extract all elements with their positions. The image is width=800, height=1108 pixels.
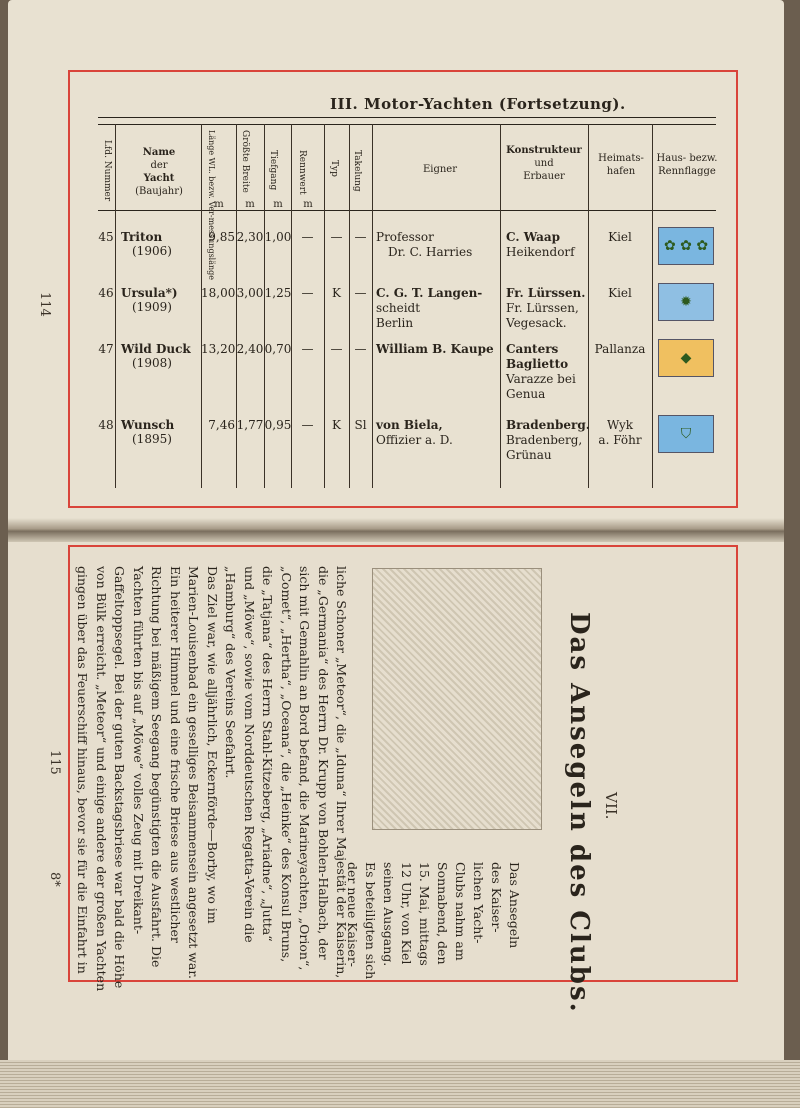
cell-tiefgang: 1,00 <box>264 230 292 244</box>
header-name-line: der <box>150 160 168 171</box>
header-eigner: Eigner <box>422 164 458 175</box>
col-divider <box>324 124 325 488</box>
cell-konstrukteur: Grünau <box>506 448 552 462</box>
header-top-rule <box>98 124 716 125</box>
cell-takelung: — <box>354 286 367 300</box>
text-line: die „Tatjana“ des Herrn Stahl-Kitzeberg, „Ariadne“, „Jutta“ <box>260 566 275 942</box>
cell-eigner: C. G. T. Langen- <box>376 286 483 300</box>
col-divider <box>115 124 116 488</box>
cell-year: (1908) <box>132 356 172 370</box>
text-line: Clubs nahm am <box>453 862 468 961</box>
header-typ: Typ <box>329 160 339 177</box>
text-line: Das Ansegeln <box>507 862 522 949</box>
text-line: der neue Kaiser- <box>345 862 360 968</box>
cell-konstrukteur: Bradenberg. <box>506 418 590 432</box>
cell-takelung: — <box>354 342 367 356</box>
header-konstrukteur <box>502 144 586 183</box>
cell-eigner: Offizier a. D. <box>376 433 453 447</box>
cell-year: (1909) <box>132 300 172 314</box>
chapter-number: VII. <box>602 792 620 820</box>
cell-typ: K <box>332 286 341 300</box>
cell-eigner: Dr. C. Harries <box>388 245 473 259</box>
cell-typ: K <box>332 418 341 432</box>
cell-nr: 46 <box>98 286 114 300</box>
col-divider <box>372 124 373 488</box>
cell-breite: 3,00 <box>236 286 264 300</box>
cell-breite: 1,77 <box>236 418 264 432</box>
cell-tiefgang: 0,95 <box>264 418 292 432</box>
cell-takelung: Sl <box>354 418 367 432</box>
cell-name: Wild Duck <box>121 342 191 356</box>
text-line: Yachten führten bis auf „Möwe“ volles Zeug mit Dreikant- <box>130 566 146 935</box>
cell-hafen: a. Föhr <box>598 433 642 447</box>
cell-hafen: Pallanza <box>594 342 646 356</box>
cell-rennwert: — <box>301 418 314 432</box>
header-laenge: Länge WL. bezw. Ver-messungslänge <box>207 130 216 281</box>
col-divider <box>500 124 501 488</box>
header-konstrukteur-line: und <box>534 158 554 169</box>
book-spine <box>8 518 784 542</box>
cell-konstrukteur: C. Waap <box>506 230 561 244</box>
col-divider <box>652 124 653 488</box>
text-line: Das Ziel war, wie alljährlich, Eckernförde—Borby, wo im <box>204 566 220 924</box>
header-flagge <box>654 152 720 178</box>
text-line: von Bülk erreicht. „Meteor“ und einige andere der großen Yachten <box>93 566 109 992</box>
cell-tiefgang: 0,70 <box>264 342 292 356</box>
cell-typ: — <box>330 342 343 356</box>
text-line: gingen über das Feuerschiff hinaus, bevor sie für die Einfahrt in <box>75 566 90 974</box>
text-line: die „Germania“ des Herrn Dr. Krupp von Bohlen-Halbach, der <box>315 566 331 960</box>
text-line: 15. Mai, mittags <box>417 862 432 966</box>
page-edges <box>0 1060 800 1108</box>
cell-rennwert: — <box>301 286 314 300</box>
text-line: Sonnabend, den <box>435 862 450 965</box>
col-divider <box>236 124 237 488</box>
cell-takelung: — <box>354 230 367 244</box>
text-line: „Comet“, „Hertha“, „Oceana“, die „Heinke“ des Konsul Bruns, <box>278 566 294 963</box>
cell-laenge: 9,85 <box>208 230 235 244</box>
text-line: Gaffeltoppsegel. Bei der guten Backstagsbriese war bald die Höhe <box>112 566 127 989</box>
text-line: 12 Uhr, von Kiel <box>399 862 414 965</box>
header-breite: Größte Breite <box>240 130 250 193</box>
cell-eigner: Berlin <box>376 316 414 330</box>
text-line: Marien-Louisenbad ein geselliges Beisammensein angesetzt war. <box>186 566 201 979</box>
header-name-line: (Baujahr) <box>135 186 183 197</box>
cell-year: (1906) <box>132 244 172 258</box>
text-line: „Hamburg“ des Vereins Seefahrt. <box>223 566 238 779</box>
header-konstrukteur-line: Konstrukteur <box>506 145 582 156</box>
page-number-top: 114 <box>37 292 52 317</box>
col-divider <box>349 124 350 488</box>
text-line: liche Schoner „Meteor“, die „Iduna“ Ihrer Majestät der Kaiserin, <box>334 566 349 979</box>
house-flag: ✹ <box>658 283 714 321</box>
cell-breite: 2,30 <box>236 230 264 244</box>
text-line: des Kaiser- <box>489 862 504 933</box>
table-title: III. Motor-Yachten (Fortsetzung). <box>330 95 626 113</box>
header-konstrukteur-line: Erbauer <box>523 171 565 182</box>
signature-mark: 8* <box>47 872 62 887</box>
unit-m: m <box>245 199 255 210</box>
unit-m: m <box>214 199 224 210</box>
cell-eigner: Professor <box>376 230 434 244</box>
header-flagge-line: Haus- bezw. <box>656 153 718 164</box>
cell-laenge: 7,46 <box>208 418 235 432</box>
header-heimatshafen <box>590 152 652 178</box>
cell-typ: — <box>330 230 343 244</box>
header-tiefgang: Tiefgang <box>268 150 278 191</box>
header-hafen-line: hafen <box>606 166 636 177</box>
unit-m: m <box>303 199 313 210</box>
header-flagge-line: Rennflagge <box>658 166 716 177</box>
page-number-bottom: 115 <box>47 750 62 775</box>
cell-konstrukteur: Fr. Lürssen. <box>506 286 586 300</box>
cell-konstrukteur: Heikendorf <box>506 245 575 259</box>
cell-eigner: von Biela, <box>376 418 443 432</box>
col-divider <box>264 124 265 488</box>
cell-konstrukteur: Varazze bei <box>506 372 576 386</box>
cell-konstrukteur: Vegesack. <box>506 316 567 330</box>
cell-konstrukteur: Canters <box>506 342 559 356</box>
cell-laenge: 18,00 <box>201 286 236 300</box>
house-flag: ◆ <box>658 339 714 377</box>
title-rule <box>98 117 716 118</box>
cell-name: Wunsch <box>121 418 175 432</box>
cell-eigner: William B. Kaupe <box>376 342 494 356</box>
cell-konstrukteur: Baglietto <box>506 357 569 371</box>
text-line: und „Möwe“, sowie vom Norddeutschen Regatta-Verein die <box>241 566 257 943</box>
header-nummer: Lfd. Nummer <box>102 140 112 202</box>
cell-nr: 45 <box>98 230 114 244</box>
cell-konstrukteur: Genua <box>506 387 546 401</box>
cell-hafen: Kiel <box>608 286 632 300</box>
cell-hafen: Wyk <box>606 418 634 432</box>
header-bottom-rule <box>98 210 716 211</box>
text-line: Richtung bei mäßigem Seegang begünstigten die Ausfahrt. Die <box>149 566 164 968</box>
cell-breite: 2,40 <box>236 342 264 356</box>
header-rennwert: Rennwert <box>297 150 307 195</box>
text-line: seinen Ausgang. <box>381 862 396 967</box>
unit-m: m <box>273 199 283 210</box>
cell-rennwert: — <box>301 342 314 356</box>
col-divider <box>291 124 292 488</box>
cell-name: Ursula*) <box>121 286 178 300</box>
cell-name: Triton <box>121 230 163 244</box>
header-hafen-line: Heimats- <box>598 153 644 164</box>
cell-tiefgang: 1,25 <box>264 286 292 300</box>
house-flag: ⛉ <box>658 415 714 453</box>
header-takelung: Takelung <box>352 150 362 192</box>
cell-konstrukteur: Fr. Lürssen, <box>506 301 579 315</box>
header-name-line: Yacht <box>143 173 175 184</box>
cell-hafen: Kiel <box>608 230 632 244</box>
text-line: Es beteiligten sich <box>363 862 378 980</box>
header-name-line: Name <box>142 147 176 158</box>
text-line: sich mit Gemahlin an Bord befand, die Marineyachten, „Orion“, <box>297 566 312 971</box>
cell-year: (1895) <box>132 432 172 446</box>
cell-laenge: 13,20 <box>201 342 236 356</box>
harbor-illustration <box>372 568 542 830</box>
house-flag: ✿ ✿ ✿ <box>658 227 714 265</box>
chapter-title: Das Ansegeln des Clubs. <box>564 612 594 1014</box>
text-line: lichen Yacht- <box>471 862 486 944</box>
header-name <box>118 146 200 198</box>
cell-nr: 48 <box>98 418 114 432</box>
col-divider <box>201 124 202 488</box>
cell-nr: 47 <box>98 342 114 356</box>
cell-konstrukteur: Bradenberg, <box>506 433 583 447</box>
cell-rennwert: — <box>301 230 314 244</box>
cell-eigner: scheidt <box>376 301 421 315</box>
text-line: Ein heiterer Himmel und eine frische Briese aus westlicher <box>167 566 183 943</box>
